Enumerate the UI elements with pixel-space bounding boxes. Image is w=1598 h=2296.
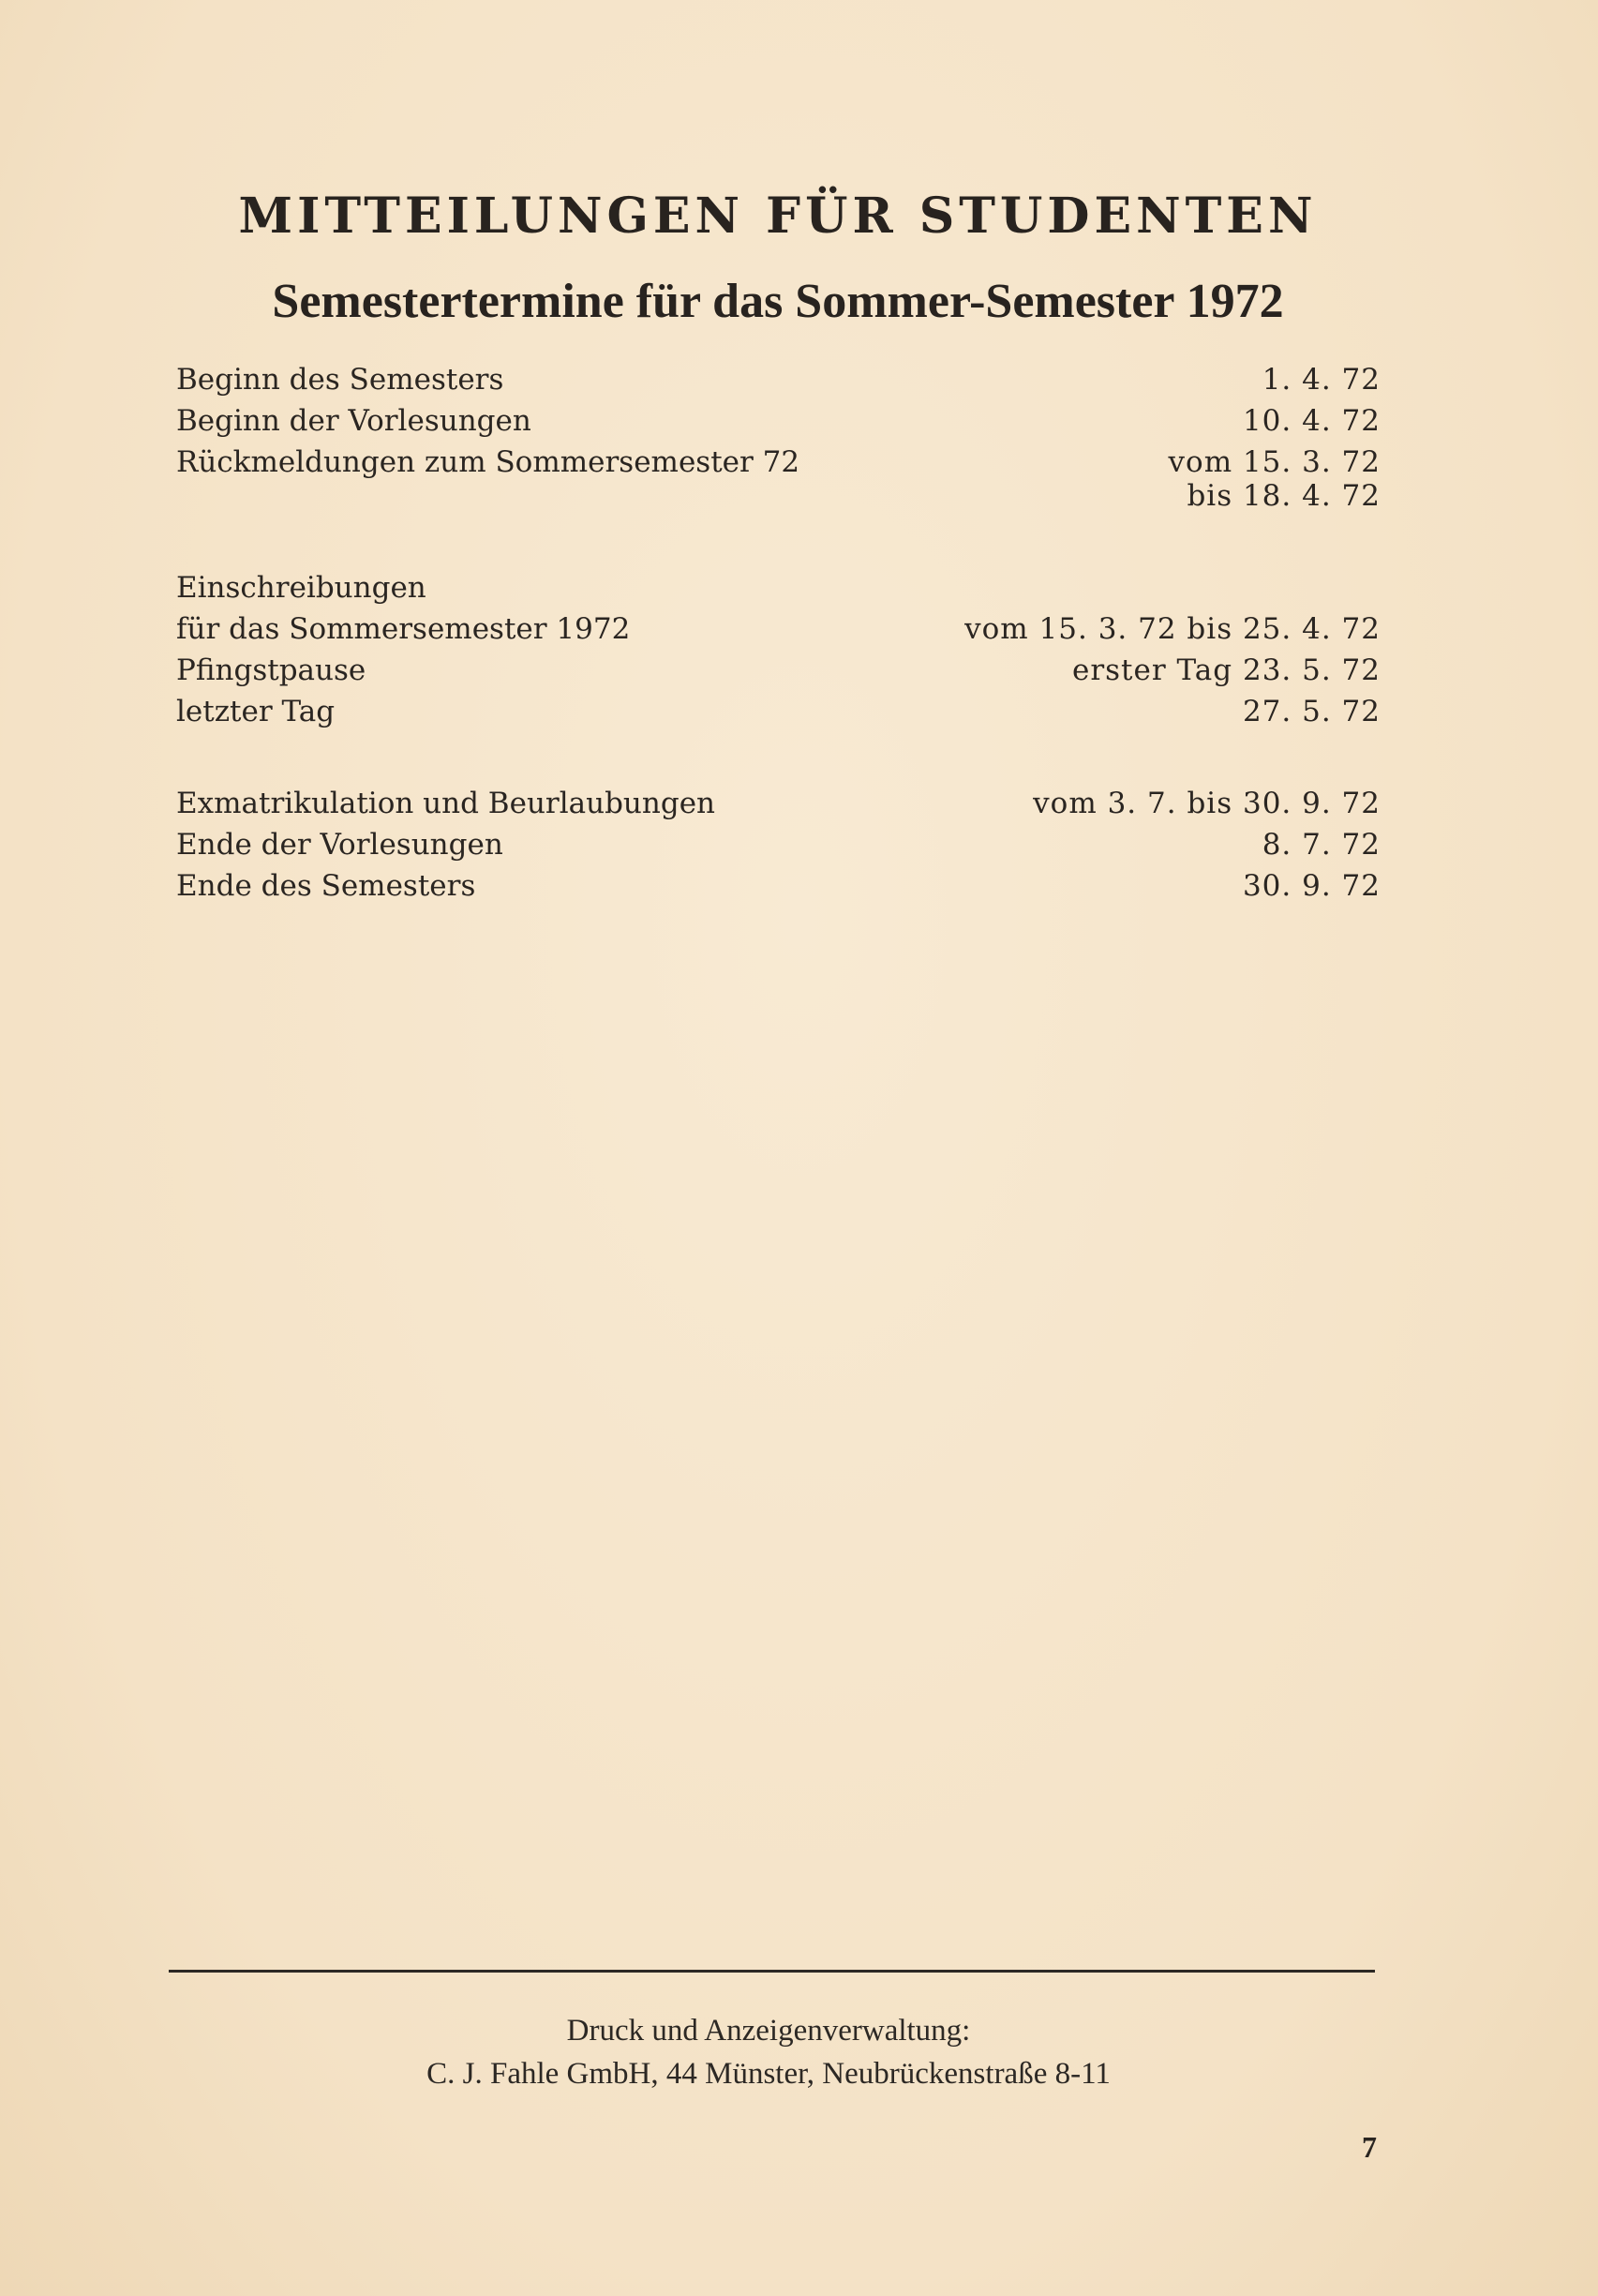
row-label: Ende der Vorlesungen	[176, 828, 503, 862]
schedule-row	[176, 865, 1381, 907]
row-date: 1. 4. 72	[1262, 363, 1381, 397]
schedule-row	[176, 400, 1381, 442]
imprint	[0, 2009, 1537, 2095]
imprint-address: C. J. Fahle GmbH, 44 Münster, Neubrückenstraße 8-11	[426, 2057, 1111, 2091]
schedule-row	[176, 442, 1381, 479]
row-date: erster Tag 23. 5. 72	[1071, 653, 1381, 687]
row-date: bis 18. 4. 72	[1187, 479, 1381, 513]
schedule-row	[176, 567, 1381, 608]
schedule-row	[176, 608, 1381, 650]
row-label: letzter Tag	[176, 695, 336, 728]
schedule-row	[176, 359, 1381, 400]
footer-divider	[169, 1970, 1375, 1973]
schedule-row	[176, 475, 1381, 517]
schedule-row	[176, 783, 1381, 824]
schedule-row	[176, 691, 1381, 732]
row-date: 27. 5. 72	[1242, 695, 1381, 728]
schedule-row	[176, 650, 1381, 691]
row-date: 8. 7. 72	[1262, 828, 1381, 862]
schedule-block-semester	[176, 359, 1381, 517]
page-subtitle: Semestertermine für das Sommer-Semester 1972	[272, 275, 1284, 328]
row-label: Beginn der Vorlesungen	[176, 404, 531, 438]
row-label: Exmatrikulation und Beurlaubungen	[176, 787, 716, 820]
row-date: 30. 9. 72	[1242, 869, 1381, 903]
schedule-row	[176, 824, 1381, 865]
row-label: Pfingstpause	[176, 653, 366, 687]
page-number: 7	[1362, 2130, 1377, 2164]
imprint-heading: Druck und Anzeigenverwaltung:	[566, 2014, 971, 2048]
row-label: Einschreibungen	[176, 571, 426, 605]
row-date: vom 3. 7. bis 30. 9. 72	[1033, 787, 1381, 820]
schedule-block-end	[176, 783, 1381, 907]
page-title: MITTEILUNGEN FÜR STUDENTEN	[238, 188, 1318, 245]
row-date: vom 15. 3. 72 bis 25. 4. 72	[964, 612, 1381, 646]
row-date: 10. 4. 72	[1242, 404, 1381, 438]
row-label: Rückmeldungen zum Sommersemester 72	[176, 445, 800, 479]
row-date: vom 15. 3. 72	[1168, 445, 1381, 479]
schedule-block-enrollment	[176, 567, 1381, 732]
row-label: Beginn des Semesters	[176, 363, 504, 397]
row-label: Ende des Semesters	[176, 869, 476, 903]
row-label: für das Sommersemester 1972	[176, 612, 631, 646]
